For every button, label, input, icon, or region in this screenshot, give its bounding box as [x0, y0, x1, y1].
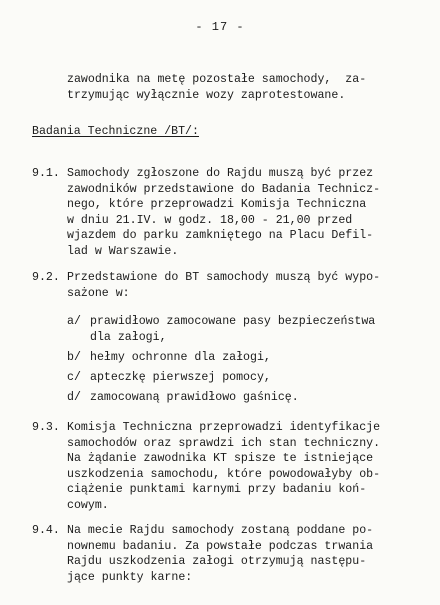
page-number: - 17 -	[195, 20, 245, 34]
item-number: 9.3.	[32, 421, 60, 434]
subitem-letter: b/	[67, 351, 81, 364]
item-9-3-text	[67, 420, 380, 513]
text-line: Na żądanie zawodnika KT spisze te istniejące	[67, 452, 374, 465]
text-line: sażone w:	[67, 286, 130, 300]
text-line: samochodów oraz sprawdzi ich stan techniczny.	[67, 436, 381, 450]
text-line: uszkodzenia samochodu, które powodowałyby ob-	[67, 467, 381, 481]
item-9-4-text	[67, 523, 373, 585]
intro-paragraph	[67, 72, 366, 103]
item-number: 9.2.	[32, 271, 60, 284]
text-line: zamocowaną prawidłowo gaśnicę.	[90, 391, 299, 404]
text-line: Na mecie Rajdu samochody zostaną poddane po-	[67, 524, 374, 537]
text-line: Przedstawione do BT samochody muszą być wypo-	[67, 271, 381, 284]
text-line: Komisja Techniczna przeprowadzi identyfikacje	[67, 421, 381, 434]
subitem-letter: d/	[67, 391, 81, 404]
item-number: 9.4.	[32, 524, 60, 537]
item-number: 9.1.	[32, 167, 60, 180]
text-line: hełmy ochronne dla załogi,	[90, 351, 271, 364]
section-title: Badania Techniczne /BT/:	[32, 125, 199, 138]
subitem-letter: c/	[67, 371, 81, 384]
text-line: prawidłowo zamocowane pasy bezpieczeństwa	[90, 315, 376, 328]
text-line: w dniu 21.IV. w godz. 18,00 - 21,00 przed	[67, 213, 353, 227]
subitem-c-text	[90, 370, 271, 386]
text-line: nego, które przeprowadzi Komisja Techniczna	[67, 198, 367, 211]
item-9-2-text	[67, 270, 380, 301]
intro-line: zawodnika na metę pozostałe samochody, za-	[67, 73, 367, 86]
subitem-d-text	[90, 390, 299, 406]
text-line: jące punkty karne:	[67, 570, 193, 584]
intro-line: trzymując wyłącznie wozy zaprotestowane.	[67, 88, 346, 102]
text-line: lad w Warszawie.	[67, 244, 179, 258]
text-line: apteczkę pierwszej pomocy,	[90, 371, 271, 384]
text-line: Samochody zgłoszone do Rajdu muszą być przez	[67, 167, 374, 180]
subitem-b-text	[90, 350, 271, 366]
text-line: Rajdu uszkodzenia załogi otrzymują następu-	[67, 555, 367, 568]
text-line: ciążenie punktami karnymi przy badaniu koń-	[67, 483, 367, 496]
text-line: zawodników przedstawione do Badania Technicz-	[67, 182, 381, 196]
text-line: nownemu badaniu. Za powstałe podczas trwania	[67, 539, 374, 553]
text-line: dla załogi,	[90, 330, 167, 344]
item-9-1-text	[67, 166, 380, 259]
subitem-letter: a/	[67, 315, 81, 328]
text-line: cowym.	[67, 498, 109, 512]
text-line: wjazdem do parku zamkniętego na Placu Defil-	[67, 229, 374, 242]
subitem-a-text	[90, 314, 375, 345]
